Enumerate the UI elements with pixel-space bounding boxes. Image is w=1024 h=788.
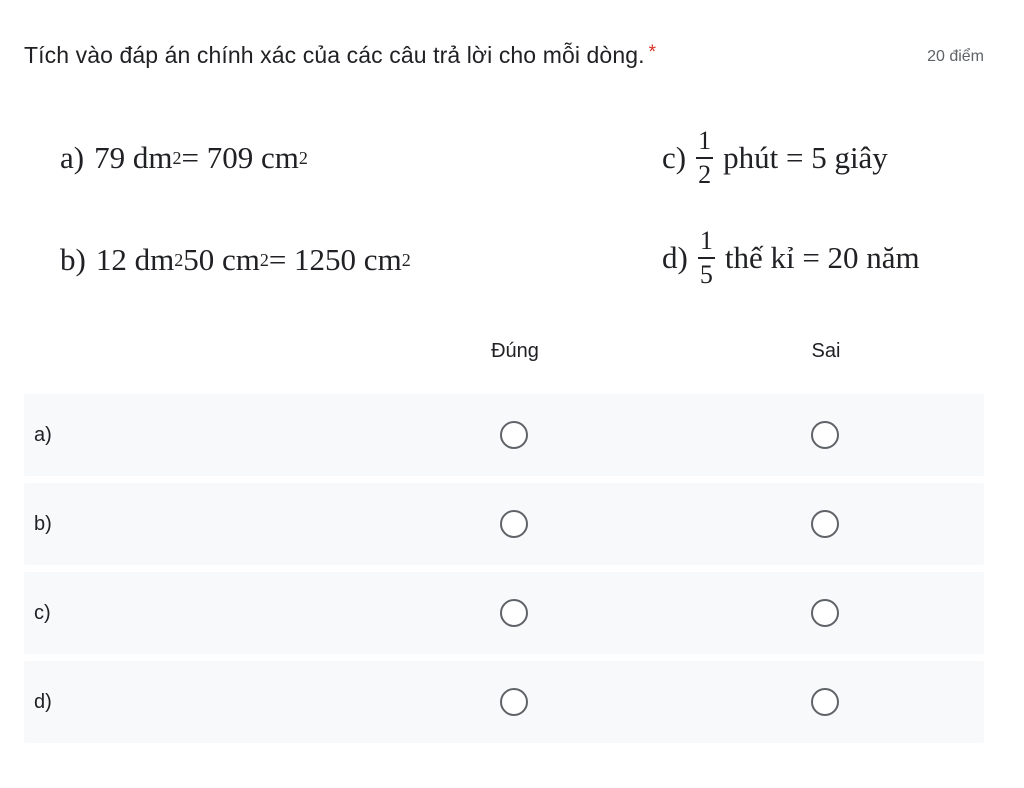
statement-a-part1: 79 dm bbox=[94, 140, 173, 175]
question-header bbox=[24, 38, 984, 78]
column-header-dung: Đúng bbox=[491, 340, 539, 362]
statement-b-part2: 50 cm bbox=[183, 242, 260, 277]
grid-row-a bbox=[24, 394, 984, 476]
statement-d-label: d) bbox=[662, 240, 688, 275]
statement-c-label: c) bbox=[662, 140, 687, 175]
statement-b-part1: 12 dm bbox=[95, 242, 175, 277]
statement-c-numerator: 1 bbox=[696, 128, 713, 159]
statement-a: a) 79 dm 2 = 709 cm 2 bbox=[60, 140, 308, 175]
statement-d bbox=[662, 228, 920, 288]
statement-a-part2: = 709 cm bbox=[181, 140, 299, 175]
statement-c bbox=[662, 128, 888, 188]
radio-d-dung[interactable] bbox=[500, 688, 528, 716]
radio-d-sai[interactable] bbox=[811, 688, 839, 716]
statement-d-text: thế kỉ = 20 năm bbox=[724, 240, 920, 275]
required-asterisk: * bbox=[648, 42, 657, 63]
points-label: 20 điểm bbox=[927, 48, 984, 65]
statement-d-numerator: 1 bbox=[698, 228, 715, 259]
question-title bbox=[24, 42, 656, 69]
radio-b-sai[interactable] bbox=[811, 510, 839, 538]
grid-row-b bbox=[24, 483, 984, 565]
radio-a-dung[interactable] bbox=[500, 421, 528, 449]
grid-row-label: c) bbox=[34, 602, 51, 624]
statement-d-denominator: 5 bbox=[699, 260, 713, 289]
radio-a-sai[interactable] bbox=[811, 421, 839, 449]
grid-row-label: d) bbox=[34, 691, 52, 713]
question-image bbox=[0, 120, 1024, 310]
radio-c-dung[interactable] bbox=[500, 599, 528, 627]
grid-row-label: b) bbox=[34, 513, 52, 535]
statement-c-denominator: 2 bbox=[698, 160, 712, 189]
grid-row-label: a) bbox=[34, 424, 52, 446]
statement-b: b) 12 dm 2 50 cm 2 = 1250 cm 2 bbox=[60, 242, 411, 277]
statement-a-label: a) bbox=[60, 140, 85, 175]
statement-d-fraction bbox=[698, 228, 715, 288]
radio-b-dung[interactable] bbox=[500, 510, 528, 538]
question-title-text: Tích vào đáp án chính xác của các câu trả lời cho mỗi dòng. bbox=[24, 42, 645, 68]
answer-grid bbox=[24, 394, 984, 750]
statement-c-text: phút = 5 giây bbox=[723, 140, 888, 175]
grid-row-d bbox=[24, 661, 984, 743]
statement-b-label: b) bbox=[60, 242, 86, 277]
grid-row-c bbox=[24, 572, 984, 654]
radio-c-sai[interactable] bbox=[811, 599, 839, 627]
column-header-sai: Sai bbox=[811, 340, 841, 362]
statement-c-fraction bbox=[696, 128, 713, 188]
grid-column-headers bbox=[0, 340, 1024, 370]
statement-b-part3: = 1250 cm bbox=[268, 242, 402, 277]
